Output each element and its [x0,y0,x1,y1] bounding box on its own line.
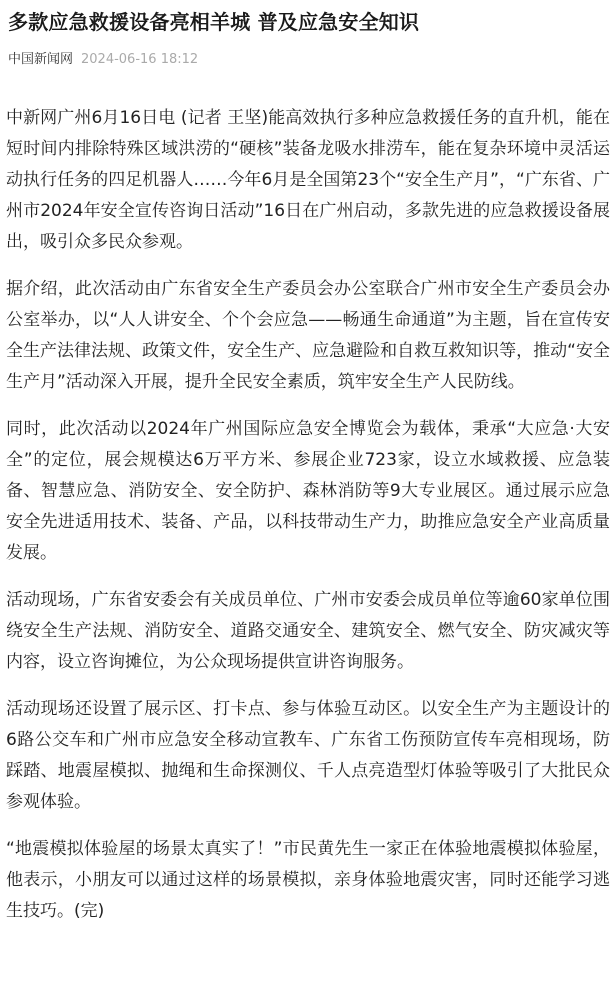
paragraph-4: 活动现场，广东省安委会有关成员单位、广州市安委会成员单位等逾60家单位围绕安全生产法规、消防安全、道路交通安全、建筑安全、燃气安全、防灾减灾等内容，设立咨询摊位，为公众现场提供宣讲咨询服务。 [6,590,610,672]
article-title: 多款应急救援设备亮相羊城 普及应急安全知识 [8,10,420,34]
paragraph-1: 中新网广州6月16日电 (记者 王坚)能高效执行多种应急救援任务的直升机，能在短时间内排除特殊区域洪涝的“硬核”装备龙吸水排涝车，能在复杂环境中灵活运动执行任务的四足机器人……今年6月是全国第23个“安全生产月”，“广东省、广州市2024年安全宣传咨询日活动”16日在广州启动，多款先进的应急救援设备展出，吸引众多民众参观。 [6,108,610,252]
paragraph-2: 据介绍，此次活动由广东省安全生产委员会办公室联合广州市安全生产委员会办公室举办，以“人人讲安全、个个会应急——畅通生命通道”为主题，旨在宣传安全生产法律法规、政策文件，安全生产、应急避险和自救互救知识等，推动“安全生产月”活动深入开展，提升全民安全素质，筑牢安全生产人民防线。 [6,279,610,392]
paragraph-6: “地震模拟体验屋的场景太真实了！”市民黄先生一家正在体验地震模拟体验屋，他表示，小朋友可以通过这样的场景模拟，亲身体验地震灾害，同时还能学习逃生技巧。(完) [6,839,610,921]
article-body [6,103,610,927]
article-meta [8,51,610,69]
article [0,8,616,927]
article-source[interactable]: 中国新闻网 [8,52,74,67]
paragraph-3: 同时，此次活动以2024年广州国际应急安全博览会为载体，秉承“大应急·大安全”的定位，展会规模达6万平方米、参展企业723家，设立水域救援、应急装备、智慧应急、消防安全、安全防护、森林消防等9大专业展区。通过展示应急安全先进适用技术、装备、产品，以科技带动生产力，助推应急安全产业高质量发展。 [6,419,610,563]
paragraph-5: 活动现场还设置了展示区、打卡点、参与体验互动区。以安全生产为主题设计的6路公交车和广州市应急安全移动宣教车、广东省工伤预防宣传车亮相现场，防踩踏、地震屋模拟、抛绳和生命探测仪、千人点亮造型灯体验等吸引了大批民众参观体验。 [6,699,610,812]
article-timestamp: 2024-06-16 18:12 [81,52,199,67]
